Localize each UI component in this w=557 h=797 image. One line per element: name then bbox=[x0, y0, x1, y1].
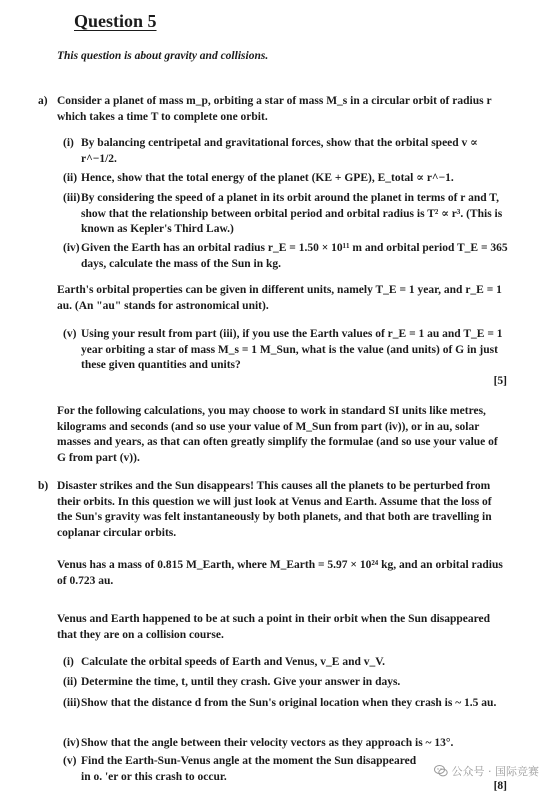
part-b-marker: b) bbox=[38, 480, 49, 492]
part-b-item-text: Show that the angle between their velocity vectors as they approach is ~ 13°. bbox=[81, 737, 454, 749]
part-a-item-num: (iii) bbox=[63, 192, 81, 204]
part-b-item-num: (iv) bbox=[63, 737, 80, 749]
question-title: Question 5 bbox=[74, 11, 157, 31]
part-b-item-num: (v) bbox=[63, 755, 77, 767]
watermark-text: 公众号 · 国际竞赛 bbox=[451, 765, 539, 778]
wechat-icon bbox=[434, 764, 448, 778]
part-a-marker: a) bbox=[38, 95, 48, 107]
part-b-mark: [8] bbox=[493, 780, 507, 792]
part-a-item-num: (i) bbox=[63, 137, 74, 149]
part-b-text: Disaster strikes and the Sun disappears! This causes all the planets to be perturbed from their orbits. In this question we will just look at Venus and Earth. Assume that the loss of the Sun's gravity was felt instantaneously by both planets, and that both are travelling in coplanar circular orbits. bbox=[57, 480, 492, 539]
collision-note: Venus and Earth happened to be at such a point in their orbit when the Sun disappeared that they are on a collision course. bbox=[57, 613, 491, 641]
part-b-item-text: Calculate the orbital speeds of Earth and Venus, v_E and v_V. bbox=[81, 656, 385, 668]
venus-note: Venus has a mass of 0.815 M_Earth, where M_Earth = 5.97 × 10²⁴ kg, and an orbital radius of 0.723 au. bbox=[57, 559, 503, 587]
part-a-text: Consider a planet of mass m_p, orbiting a star of mass M_s in a circular orbit of radius r which takes a time T to complete one orbit. bbox=[57, 95, 492, 123]
part-a-item-text: By considering the speed of a planet in its orbit around the planet in terms of r and T, show that the relationship between orbital period and orbital radius is T² ∝ r³. (This is known as Kepler's Third Law.) bbox=[81, 192, 503, 235]
part-b-item-text: Show that the distance d from the Sun's original location when they crash is ~ 1.5 au. bbox=[81, 697, 497, 709]
watermark bbox=[434, 763, 540, 779]
part-a-item-text: By balancing centripetal and gravitational forces, show that the orbital speed v ∝ r^−1/2. bbox=[81, 137, 478, 165]
calculation-note: For the following calculations, you may choose to work in standard SI units like metres, kilograms and seconds (and so use your value of M_Sun from part (iv)), or in au, solar masses and years, as that can often greatly simplify the formulae (and so use your value of G from part (v)). bbox=[57, 405, 498, 464]
part-a-item-num: (v) bbox=[63, 328, 77, 340]
part-b-item-num: (i) bbox=[63, 656, 74, 668]
part-b-item-text: Determine the time, t, until they crash. Give your answer in days. bbox=[81, 676, 401, 688]
part-b-item-num: (iii) bbox=[63, 697, 81, 709]
part-a-item-num: (iv) bbox=[63, 242, 80, 254]
part-a-item-text: Using your result from part (iii), if you use the Earth values of r_E = 1 au and T_E = 1 year orbiting a star of mass M_s = 1 M_Sun, what is the value (and units) of G in just these given quantities and units? bbox=[81, 328, 503, 371]
part-a-item-text: Given the Earth has an orbital radius r_E = 1.50 × 10¹¹ m and orbital period T_E = 365 days, calculate the mass of the Sun in kg. bbox=[81, 242, 508, 270]
part-a-mark: [5] bbox=[493, 375, 507, 387]
question-intro: This question is about gravity and collisions. bbox=[57, 50, 269, 62]
units-note: Earth's orbital properties can be given in different units, namely T_E = 1 year, and r_E = 1 au. (An "au" stands for astronomical unit). bbox=[57, 284, 502, 312]
part-b-item-num: (ii) bbox=[63, 676, 78, 688]
part-b-item-text: Find the Earth-Sun-Venus angle at the moment the Sun disappeared in o. 'er or this crash to occur. bbox=[81, 755, 417, 783]
part-a-item-num: (ii) bbox=[63, 172, 78, 184]
part-a-item-text: Hence, show that the total energy of the planet (KE + GPE), E_total ∝ r^−1. bbox=[81, 172, 454, 184]
